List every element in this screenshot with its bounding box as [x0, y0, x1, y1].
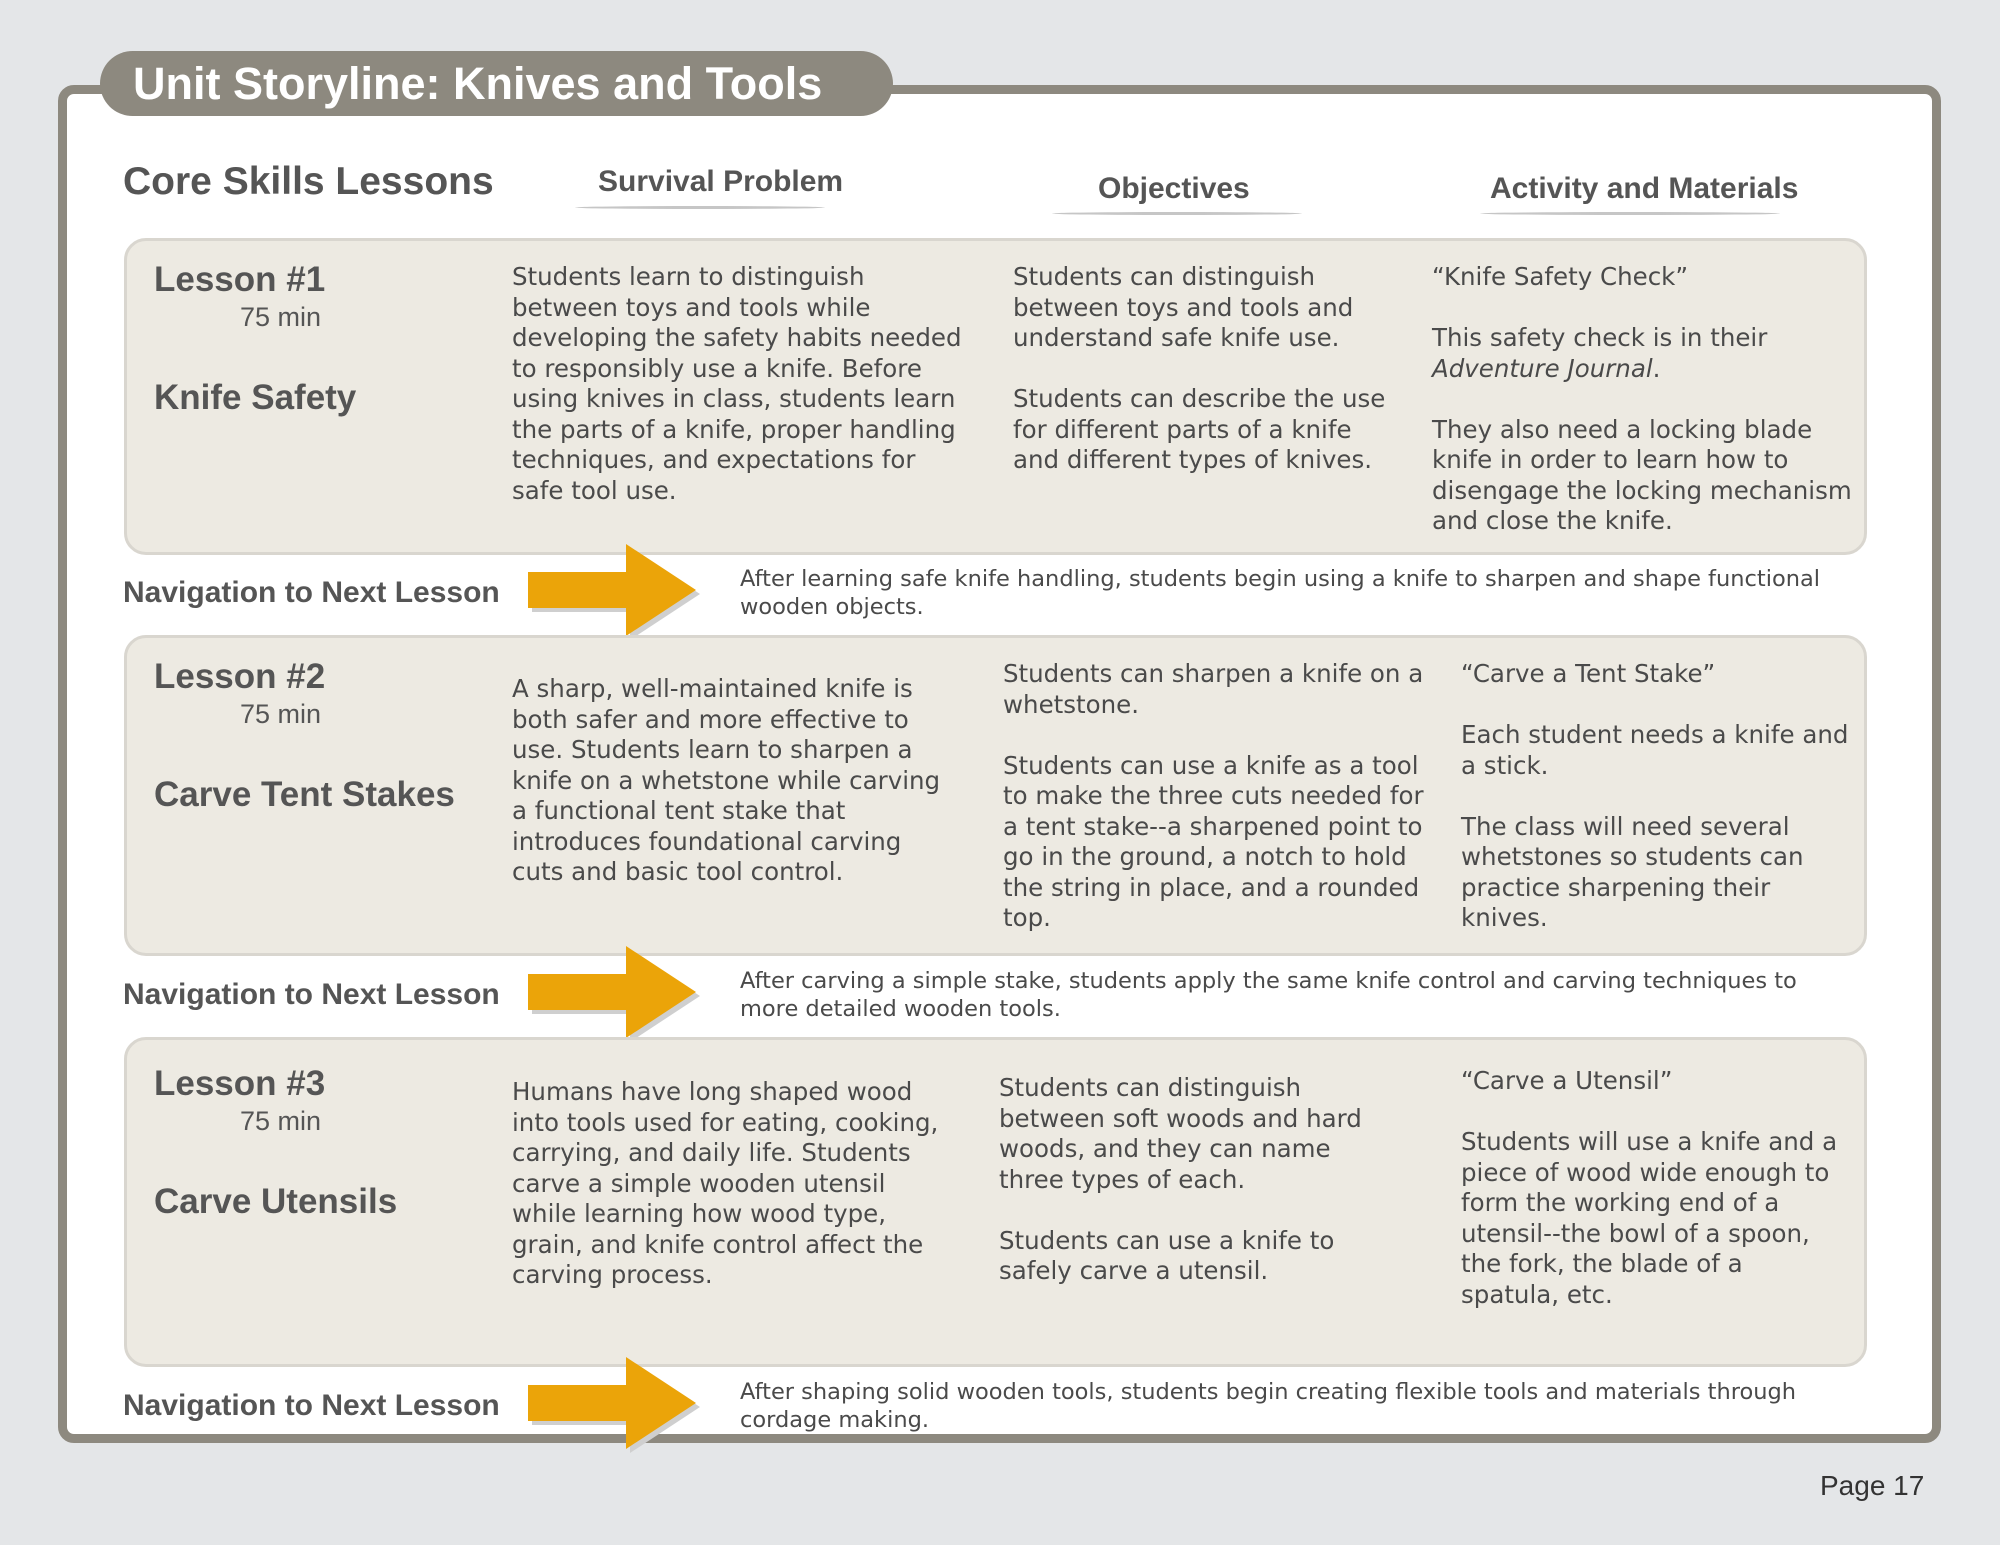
survival-problem-text: A sharp, well-maintained knife is both safer and more effective to use. Students learn to sharpen a knife on a whetstone while carving a functional tent stake that introduces foundational carving cuts and basic tool control.: [512, 674, 941, 886]
column-header-objectives: Objectives: [1098, 172, 1250, 205]
column-header-activity: Activity and Materials: [1490, 172, 1799, 205]
section-title: Core Skills Lessons: [123, 160, 494, 203]
right-arrow-icon: [526, 1355, 706, 1455]
navigation-text: After learning safe knife handling, students begin using a knife to sharpen and shape functional wooden objects.: [740, 566, 1821, 620]
objectives-text: Students can distinguish between soft woods and hard woods, and they can name three types of each. Students can use a knife to safely carve a utensil.: [999, 1073, 1362, 1285]
page-number: Page 17: [1820, 1470, 1925, 1501]
page-title: Unit Storyline: Knives and Tools: [100, 51, 893, 116]
navigation-label: Navigation to Next Lesson: [123, 576, 500, 609]
objectives-text: Students can sharpen a knife on a whetstone. Students can use a knife as a tool to make the three cuts needed for a tent stake--a sharpened point to go in the ground, a notch to hold the string in place, and a rounded top.: [1003, 659, 1424, 932]
activity-title: “Knife Safety Check”: [1432, 262, 1689, 291]
navigation-label: Navigation to Next Lesson: [123, 978, 500, 1011]
column-header-survival-problem: Survival Problem: [598, 165, 844, 198]
lesson-name: Carve Tent Stakes: [154, 775, 455, 814]
lesson-duration: 75 min: [240, 302, 322, 332]
survival-problem-text: Students learn to distinguish between toys and tools while developing the safety habits needed to responsibly use a knife. Before using knives in class, students learn the parts of a knife, proper handling techniques, and expectations for safe tool use.: [512, 262, 962, 505]
activity-text: [1432, 262, 1852, 537]
underline-swoosh: [1480, 212, 1780, 215]
right-arrow-icon: [526, 542, 706, 642]
activity-text: “Carve a Utensil” Students will use a knife and a piece of wood wide enough to form the working end of a utensil--the bowl of a spoon, the fork, the blade of a spatula, etc.: [1461, 1066, 1838, 1309]
lesson-number: Lesson #1: [154, 260, 326, 299]
navigation-text: After carving a simple stake, students apply the same knife control and carving techniques to more detailed wooden tools.: [740, 968, 1797, 1022]
lesson-name: Carve Utensils: [154, 1182, 398, 1221]
lesson-number: Lesson #3: [154, 1064, 326, 1103]
navigation-label: Navigation to Next Lesson: [123, 1389, 500, 1422]
journal-title: Adventure Journal: [1432, 353, 1653, 383]
right-arrow-icon: [526, 944, 706, 1044]
activity-text: “Carve a Tent Stake” Each student needs a knife and a stick. The class will need several whetstones so students can practice sharpening their knives.: [1461, 659, 1849, 932]
underline-swoosh: [1052, 212, 1302, 215]
underline-swoosh: [575, 206, 825, 209]
punctuation: .: [1652, 353, 1661, 383]
lesson-number: Lesson #2: [154, 657, 326, 696]
activity-details: They also need a locking blade knife in order to learn how to disengage the locking mechanism and close the knife.: [1432, 414, 1852, 535]
objectives-text: Students can distinguish between toys and tools and understand safe knife use. Students can describe the use for different parts of a knife and different types of knives.: [1013, 262, 1386, 474]
lesson-duration: 75 min: [240, 699, 322, 729]
lesson-duration: 75 min: [240, 1106, 322, 1136]
navigation-text: After shaping solid wooden tools, students begin creating flexible tools and materials through cordage making.: [740, 1379, 1797, 1433]
lesson-name: Knife Safety: [154, 378, 357, 417]
activity-line: This safety check is in their: [1432, 323, 1768, 352]
survival-problem-text: Humans have long shaped wood into tools used for eating, cooking, carrying, and daily life. Students carve a simple wooden utensil while learning how wood type, grain, and knife control affect the carving process.: [512, 1077, 939, 1289]
